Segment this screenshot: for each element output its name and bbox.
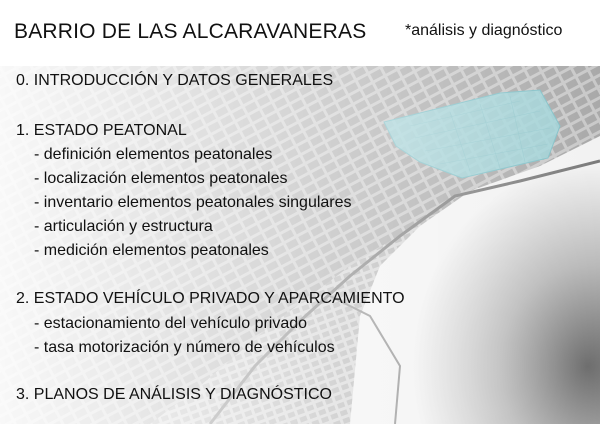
section-1-item: - definición elementos peatonales	[34, 146, 273, 163]
index-list	[0, 66, 600, 424]
section-1-item: - medición elementos peatonales	[34, 242, 269, 259]
section-1-item: - localización elementos peatonales	[34, 170, 288, 187]
header-bar	[0, 0, 600, 66]
section-3-heading: 3. PLANOS DE ANÁLISIS Y DIAGNÓSTICO	[16, 386, 332, 403]
section-1-heading: 1. ESTADO PEATONAL	[16, 122, 187, 139]
section-1-item: - articulación y estructura	[34, 218, 213, 235]
section-2-heading: 2. ESTADO VEHÍCULO PRIVADO Y APARCAMIENTO	[16, 290, 405, 307]
section-2-item: - tasa motorización y número de vehículos	[34, 339, 335, 356]
page-title: BARRIO DE LAS ALCARAVANERAS	[14, 20, 367, 43]
section-1-item: - inventario elementos peatonales singulares	[34, 194, 352, 211]
section-2-item: - estacionamiento del vehículo privado	[34, 315, 308, 332]
page-subtitle: *análisis y diagnóstico	[405, 22, 563, 39]
section-0-heading: 0. INTRODUCCIÓN Y DATOS GENERALES	[16, 72, 334, 89]
